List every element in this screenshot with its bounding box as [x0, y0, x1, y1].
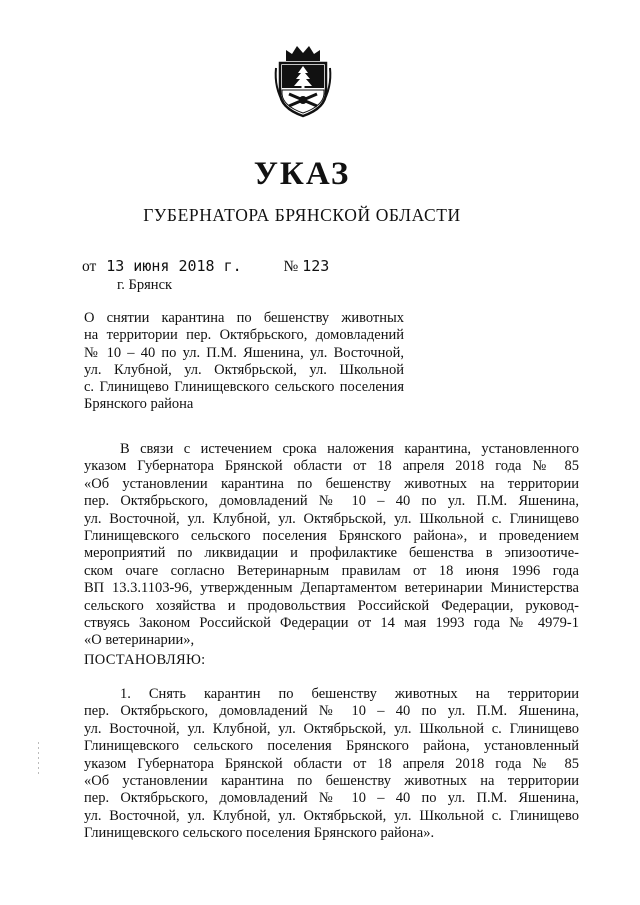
paragraph-line: сельского хозяйства и продовольствия Российской Федерации, руковод- [84, 597, 579, 614]
paragraph-line: 1. Снять карантин по бешенству животных на территории [120, 686, 579, 702]
subject-line: с. Глинищево Глинищевского сельского поселения [84, 379, 404, 396]
subject-line: на территории пер. Октябрьского, домовладений [84, 327, 404, 344]
paragraph-line: Глинищевского сельского поселения Брянского района, установленный [84, 738, 579, 755]
paragraph-line: указом Губернатора Брянской области от 18 апреля 2018 года № 85 [84, 755, 579, 772]
item-1-paragraph [84, 686, 579, 843]
paragraph-line: «Об установлении карантина по бешенству животных на территории [84, 773, 579, 790]
paragraph-line: пер. Октябрьского, домовладений № 10 – 40 по ул. П.М. Яшенина, [84, 493, 579, 510]
paragraph-line: ул. Восточной, ул. Клубной, ул. Октябрьской, ул. Школьной с. Глинищево [84, 720, 579, 737]
paragraph-line: пер. Октябрьского, домовладений № 10 – 40 по ул. П.М. Яшенина, [84, 790, 579, 807]
paragraph-line: «О ветеринарии», [84, 632, 195, 649]
document-date: 13 июня 2018 г. [106, 257, 242, 275]
date-prefix: от [82, 258, 97, 275]
paragraph-line: ском очаге согласно Ветеринарным правилам от 18 июня 1996 года [84, 562, 579, 579]
paragraph-line: В связи с истечением срока наложения карантина, установленного [120, 441, 579, 457]
paragraph-line: Глинищевского сельского поселения Брянского района», и проведением [84, 528, 579, 545]
document-title: УКАЗ [253, 156, 351, 192]
decree-heading: ПОСТАНОВЛЯЮ: [84, 652, 206, 668]
subject-line: № 10 – 40 по ул. П.М. Яшенина, ул. Восточной, [84, 344, 404, 361]
document-meta [82, 257, 329, 276]
scan-artifact [38, 742, 39, 774]
paragraph-line: ВП 13.3.1103-96, утвержденным Департаментом ветеринарии Министерства [84, 580, 579, 597]
paragraph-line: «Об установлении карантина по бешенству животных на территории [84, 475, 579, 492]
document-city: г. Брянск [117, 277, 173, 293]
paragraph-line: ул. Восточной, ул. Клубной, ул. Октябрьской, ул. Школьной с. Глинищево [84, 510, 579, 527]
paragraph-line: указом Губернатора Брянской области от 18 апреля 2018 года № 85 [84, 458, 579, 475]
paragraph-line: Глинищевского сельского поселения Брянского района». [84, 825, 435, 842]
document-subtitle: ГУБЕРНАТОРА БРЯНСКОЙ ОБЛАСТИ [143, 205, 461, 225]
number-label: № [283, 258, 299, 275]
paragraph-line: ствуясь Законом Российской Федерации от 14 мая 1993 года № 4979-1 [84, 615, 579, 632]
preamble-paragraph [84, 441, 579, 650]
document-number: 123 [302, 257, 330, 275]
document-subject [84, 310, 404, 414]
paragraph-line: пер. Октябрьского, домовладений № 10 – 40 по ул. П.М. Яшенина, [84, 703, 579, 720]
paragraph-line: ул. Восточной, ул. Клубной, ул. Октябрьской, ул. Школьной с. Глинищево [84, 807, 579, 824]
subject-line: О снятии карантина по бешенству животных [84, 310, 404, 326]
coat-of-arms-icon [272, 44, 334, 118]
subject-line: ул. Клубной, ул. Октябрьской, ул. Школьной [84, 361, 404, 378]
subject-line: Брянского района [84, 396, 194, 413]
paragraph-line: мероприятий по ликвидации и профилактике бешенства в эпизоотиче- [84, 545, 579, 562]
